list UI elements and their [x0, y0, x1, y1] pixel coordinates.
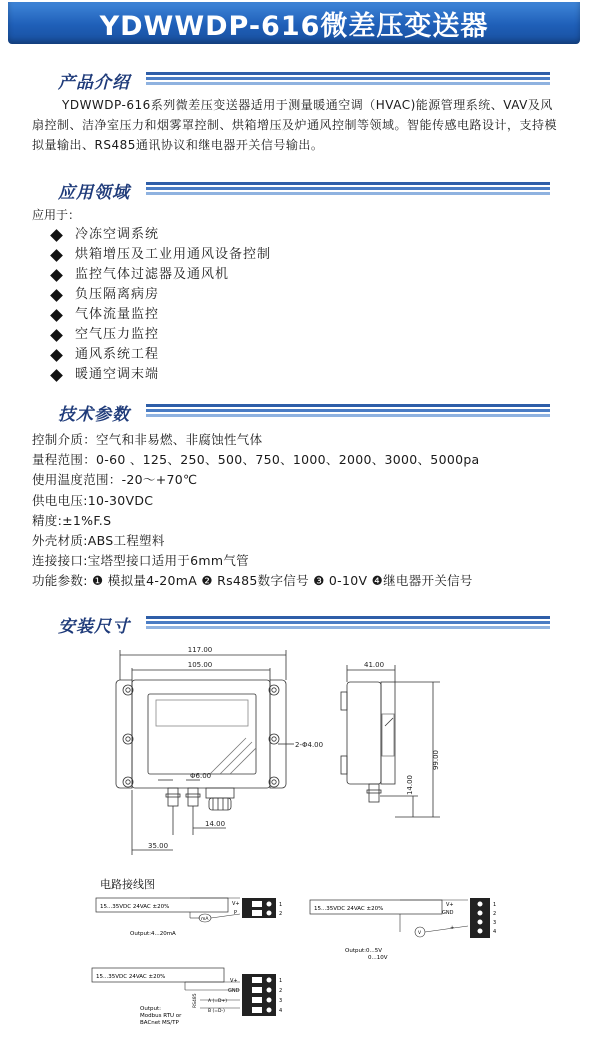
list-item: 监控气体过滤器及通风机 [50, 265, 271, 285]
diamond-bullet-icon [50, 329, 63, 342]
wiring-title: 电路接线图 [100, 878, 155, 891]
list-item: 暖通空调末端 [50, 365, 271, 385]
list-item: 烘箱增压及工业用通风设备控制 [50, 245, 271, 265]
list-item: 冷冻空调系统 [50, 225, 271, 245]
diamond-bullet-icon [50, 309, 63, 322]
spec-item: 精度:±1%F.S [32, 512, 112, 528]
specs-list [32, 430, 480, 592]
dimension-drawing [0, 630, 589, 880]
svg-text:1: 1 [493, 902, 497, 908]
section-heading: 应用领域 [58, 183, 130, 203]
spec-item: 供电电压:10-30VDC [32, 492, 154, 508]
svg-text:0...10V: 0...10V [368, 955, 388, 961]
svg-text:Output:4...20mA: Output:4...20mA [130, 931, 176, 937]
applications-list [50, 225, 271, 385]
svg-text:V: V [418, 931, 422, 936]
svg-text:V+: V+ [446, 902, 454, 908]
svg-text:GND: GND [442, 910, 454, 916]
svg-text:P: P [234, 910, 238, 916]
svg-text:1: 1 [279, 902, 283, 908]
heading-decoration [146, 182, 550, 198]
dim-width-total: 117.00 [187, 646, 213, 654]
applications-intro: 应用于： [32, 208, 81, 222]
svg-text:Output:: Output: [140, 1006, 161, 1012]
svg-text:1: 1 [279, 978, 283, 984]
dim-width-inner: 105.00 [187, 661, 213, 669]
svg-text:15...35VDC 24VAC ±20%: 15...35VDC 24VAC ±20% [96, 974, 166, 980]
svg-text:Output:0...5V: Output:0...5V [345, 948, 382, 954]
svg-text:2: 2 [493, 911, 497, 917]
section-heading: 产品介绍 [58, 73, 130, 93]
svg-text:3: 3 [493, 920, 497, 926]
spec-item: 量程范围：0-60 、125、250、500、750、1000、2000、3000、5000pa [32, 452, 480, 468]
svg-text:2: 2 [279, 988, 283, 994]
dim-depth: 41.00 [364, 661, 385, 669]
svg-text:3: 3 [279, 998, 283, 1004]
svg-text:4: 4 [493, 929, 497, 935]
wiring-diagram-rs485 [92, 968, 282, 1026]
spec-item: 功能参数: ❶ 模拟量4-20mA ❷ Rs485数字信号 ❸ 0-10V ❹继电器开关信号 [32, 573, 473, 589]
dim-height: 99.00 [432, 749, 440, 771]
diamond-bullet-icon [50, 249, 63, 262]
page-title: YDWWDP-616微差压变送器 [8, 2, 580, 44]
dim-port-offset: 35.00 [148, 842, 169, 850]
wiring-diagram-4-20ma [96, 898, 282, 937]
wiring-diagrams [0, 872, 589, 1037]
svg-text:RS485: RS485 [193, 993, 198, 1008]
diamond-bullet-icon [50, 369, 63, 382]
svg-text:4: 4 [279, 1008, 283, 1014]
section-heading: 技术参数 [58, 405, 130, 425]
spec-item: 控制介质：空气和非易燃、非腐蚀性气体 [32, 432, 263, 447]
spec-item: 外壳材质:ABS工程塑料 [32, 532, 165, 548]
intro-paragraph: YDWWDP-616系列微差压变送器适用于测量暖通空调（HVAC)能源管理系统、VAV及风扇控制、洁净室压力和烟雾罩控制、烘箱增压及炉通风控制等领域。智能传感电路设计，支持模拟量输出、RS485通讯协议和继电器开关信号输出。 [32, 98, 558, 152]
section-header-applications [50, 178, 550, 203]
svg-text:15...35VDC 24VAC ±20%: 15...35VDC 24VAC ±20% [100, 904, 170, 910]
svg-text:V+: V+ [230, 978, 238, 984]
svg-text:GND: GND [228, 988, 240, 994]
dim-port: Φ6.00 [190, 772, 212, 780]
diamond-bullet-icon [50, 289, 63, 302]
svg-text:A (=D+): A (=D+) [208, 999, 228, 1004]
heading-decoration [146, 404, 550, 420]
svg-text:mA: mA [201, 917, 209, 922]
section-heading: 安装尺寸 [58, 617, 130, 637]
svg-text:15...35VDC 24VAC ±20%: 15...35VDC 24VAC ±20% [314, 906, 384, 912]
heading-decoration [146, 72, 550, 88]
section-header-intro [50, 68, 550, 93]
spec-item: 连接接口:宝塔型接口适用于6mm气管 [32, 553, 249, 569]
dim-port-spacing: 14.00 [205, 820, 226, 828]
list-item: 气体流量监控 [50, 305, 271, 325]
svg-text:+: + [450, 925, 455, 931]
section-header-specs [50, 400, 550, 425]
wiring-diagram-0-10v [310, 898, 496, 961]
diamond-bullet-icon [50, 269, 63, 282]
dim-side-offset: 14.00 [406, 774, 414, 796]
diamond-bullet-icon [50, 349, 63, 362]
list-item: 通风系统工程 [50, 345, 271, 365]
diamond-bullet-icon [50, 229, 63, 242]
svg-text:B (=D-): B (=D-) [208, 1009, 225, 1014]
spec-item: 使用温度范围：-20～+70℃ [32, 472, 198, 488]
svg-text:V+: V+ [232, 901, 240, 907]
svg-text:2: 2 [279, 911, 283, 917]
svg-text:BACnet MS/TP: BACnet MS/TP [140, 1020, 179, 1026]
svg-text:Modbus RTU or: Modbus RTU or [140, 1013, 182, 1019]
dim-hole: 2-Φ4.00 [295, 741, 324, 749]
list-item: 负压隔离病房 [50, 285, 271, 305]
list-item: 空气压力监控 [50, 325, 271, 345]
